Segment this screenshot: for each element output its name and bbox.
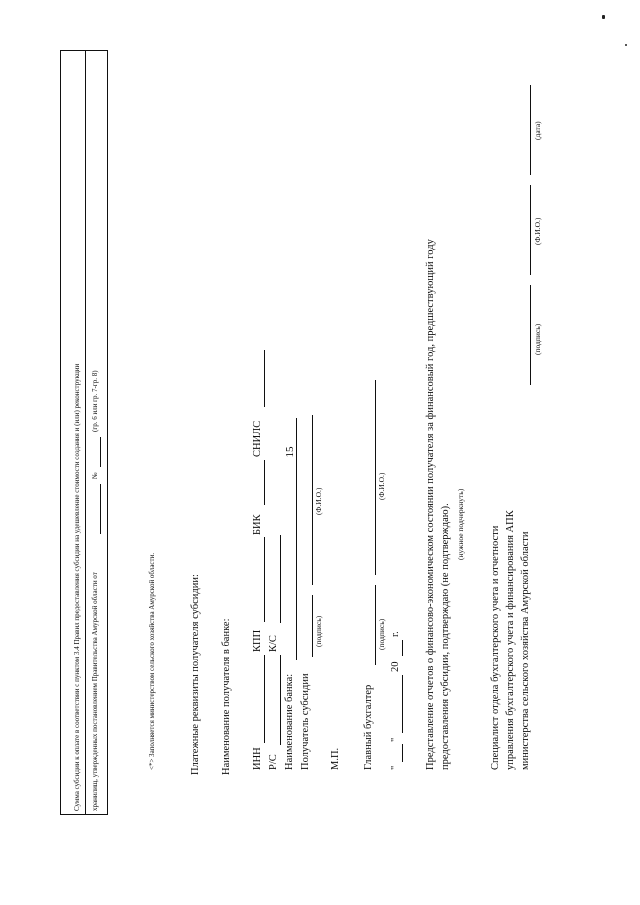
accountant-signature-field	[375, 585, 376, 665]
recipient-signature-caption: (подпись)	[314, 615, 323, 647]
chief-accountant-label: Главный бухгалтер	[363, 684, 374, 770]
recipient-fio-field	[312, 415, 313, 585]
recipient-label: Получатель субсидии	[300, 673, 311, 770]
accountant-fio-caption: (Ф.И.О.)	[377, 472, 386, 500]
specialist-line3: министерства сельского хозяйства Амурской области	[520, 531, 531, 770]
specialist-signature-caption: (подпись)	[533, 323, 542, 355]
payment-heading: Платежные реквизиты получателя субсидии:	[190, 574, 201, 775]
specialist-fio-caption: (Ф.И.О.)	[533, 217, 542, 245]
bik-field	[264, 460, 265, 505]
accountant-signature-caption: (подпись)	[377, 618, 386, 650]
date-year-prefix: 20	[390, 661, 401, 672]
date-year-suffix: г.	[390, 631, 401, 637]
footnote: <*> Заполняется министерством сельского хозяйства Амурской области.	[148, 552, 156, 770]
rs-field	[280, 655, 281, 745]
bank-name-label: Наименование банка:	[284, 673, 295, 770]
specialist-date-caption: (дата)	[533, 121, 542, 140]
inn-label: ИНН	[252, 747, 263, 770]
table-date-blank	[100, 484, 101, 534]
ks-field	[280, 535, 281, 623]
report-statement-line1: Представление отчетов о финансово-экономическом состоянии получателя за финансовый год, предшествующий году	[425, 239, 436, 770]
rs-label: Р/С	[268, 754, 279, 770]
date-quote-close: "	[390, 737, 401, 742]
table-row2-text: хранилищ, утвержденных постановлением Правительства Амурской области от	[91, 572, 99, 811]
recipient-fio-caption: (Ф.И.О.)	[314, 487, 323, 515]
date-quote-open: "	[390, 765, 401, 770]
date-year-field	[402, 640, 403, 656]
inn-field	[264, 655, 265, 743]
report-statement-note: (нужное подчеркнуть)	[456, 488, 465, 560]
accountant-fio-field	[375, 380, 376, 575]
report-statement-line2: предоставления субсидии, подтверждаю (не подтверждаю).	[440, 503, 451, 770]
table-column-ref: (гр. 6 или гр. 7-гр. 8)	[91, 370, 99, 432]
table-number-blank	[100, 437, 101, 467]
bank-recipient-label: Наименование получателя в банке:	[221, 618, 232, 775]
specialist-fio-field	[530, 185, 531, 275]
subsidy-table	[60, 50, 108, 815]
page-number: 15	[284, 446, 296, 458]
date-day-field	[402, 744, 403, 762]
kpp-label: КПП	[252, 629, 263, 652]
specialist-line2: управления бухгалтерского учета и финансирования АПК	[505, 510, 516, 770]
specialist-date-field	[530, 85, 531, 175]
specialist-signature-field	[530, 285, 531, 385]
kpp-field	[264, 537, 265, 622]
specialist-line1: Специалист отдела бухгалтерского учета и отчетности	[490, 525, 501, 770]
bik-label: БИК	[252, 514, 263, 535]
date-month-field	[402, 675, 403, 733]
snils-label: СНИЛС	[252, 420, 263, 457]
table-row1-text: Сумма субсидии к оплате в соответствии с пунктом 3.4 Правил предоставления субсидии на удешевление стоимости создания и (или) реконструкции	[73, 363, 81, 811]
stamp-place: М.П.	[330, 747, 341, 770]
bank-name-field	[296, 418, 297, 660]
recipient-signature-field	[312, 595, 313, 657]
snils-field	[264, 350, 265, 407]
ks-label: К/С	[268, 635, 279, 652]
table-number-sign: №	[91, 472, 99, 479]
table-divider	[85, 51, 86, 814]
